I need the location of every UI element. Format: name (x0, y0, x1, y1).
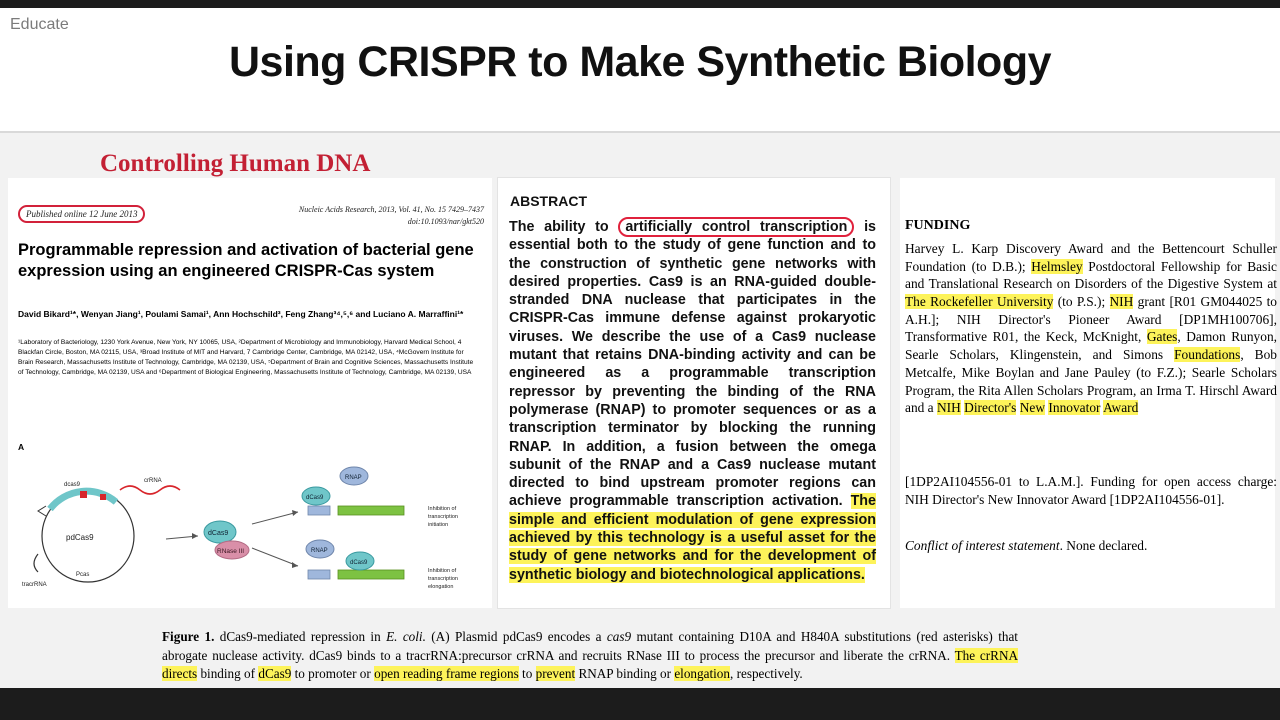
journal-reference-line1: Nucleic Acids Research, 2013, Vol. 41, No. 15 7429–7437 (298, 205, 484, 214)
funding-segment-highlight-1: Helmsley (1031, 258, 1083, 274)
arrow-head-bottom (292, 562, 298, 568)
note-elongation-line2: transcription (428, 576, 458, 582)
figure-panel-label-a: A (18, 442, 25, 452)
dcas9-protein-label: dCas9 (208, 530, 229, 537)
journal-reference-line2: doi:10.1093/nar/gkt520 (407, 216, 484, 226)
published-online-badge: Published online 12 June 2013 (18, 205, 145, 223)
promoter-box-bottom (308, 570, 330, 579)
funding-segment-text-4: (to P.S.); (1053, 294, 1110, 310)
mutation-marker-2 (100, 494, 106, 500)
funding-segment-highlight-3: The Rockefeller University (905, 294, 1054, 310)
note-initiation-line3: initiation (428, 522, 449, 528)
arrow-head-top (292, 510, 298, 516)
paper-authors: David Bikard¹*, Wenyan Jiang¹, Poulami Samai¹, Ann Hochschild³, Feng Zhang³⁴,⁵,⁶ and Luciano A. Marraffini¹* (18, 309, 464, 319)
promoter-box-top (308, 506, 330, 515)
caption-segment-highlight-8: dCas9 (258, 666, 292, 682)
funding-segment-highlight-9: Foundations (1174, 347, 1241, 363)
note-elongation-line1: Inhibition of (428, 568, 457, 574)
caption-segment-highlight-14: elongation (674, 666, 730, 682)
abstract-segment-highlight-3: The simple and efficient modulation of gene expression achieved by this technology is a useful asset for the study of gene networks and for the development of synthetic biology and biotechnological applications. (509, 493, 876, 583)
top-bar (0, 0, 1280, 8)
funding-segment-text-10: , Bob Metcalfe, Mike Boylan and Jane Pauley (to F.Z.); Searle Scholars Program, the Rita Allen Scholars Program, an Irma T. Hirschl Award and a (905, 347, 1277, 416)
abstract-heading: ABSTRACT (510, 193, 587, 209)
abstract-segment-text-0: The ability to (509, 219, 619, 235)
caption-segment-highlight-12: prevent (535, 666, 576, 682)
funding-text (905, 240, 1277, 417)
tracrrna-strand (34, 554, 38, 572)
caption-segment-italic-2: E. coli. (386, 629, 426, 644)
conflict-statement-label: Conflict of interest statement (905, 538, 1060, 553)
caption-segment-text-7: binding of (197, 666, 259, 682)
figure-1-svg (16, 454, 486, 604)
funding-segment-highlight-11: NIH (936, 400, 961, 416)
page-title: Using CRISPR to Make Synthetic Biology (229, 38, 1051, 86)
crrna-strand (120, 486, 180, 494)
caption-segment-text-5: mutant containing D10A and H840A substitutions (red asterisks) that abrogate nuclease activity. dCas9 binds to a tracrRNA:precursor crRNA and recruits RNase III to process the precursor and liberate the crRNA. (162, 629, 1018, 663)
caption-segment-highlight-6: The crRNA directs (162, 647, 1019, 682)
caption-segment-italic-4: cas9 (606, 629, 632, 644)
paper-first-page (8, 178, 492, 608)
funding-segment-highlight-17: Innovator (1048, 400, 1101, 416)
abstract-text (509, 218, 876, 584)
rnap-top-label: RNAP (345, 475, 362, 481)
caption-segment-text-3: (A) Plasmid pdCas9 encodes a (425, 629, 607, 644)
abstract-segment-text-2: is essential both to the study of gene function and to the construction of synthetic gene networks with desired properties. Cas9 is an RNA-guided double-stranded DNA nuclease that participates in the CRISPR-Cas immune defense against prokaryotic viruses. We describe the use of a Cas9 nuclease mutant that retains DNA-binding activity and can be engineered as a programmable transcription repressor by preventing the binding of the RNA polymerase (RNAP) to promoter sequences or as a transcription terminator by blocking the running RNAP. In addition, a fusion between the omega subunit of the RNAP and a Cas9 nuclease mutant directed to bind upstream promoter regions can achieve programmable transcription activation. (509, 219, 876, 510)
arrow-top-branch (252, 512, 298, 524)
figure-1-diagram (16, 454, 486, 604)
section-title: Controlling Human DNA (100, 150, 371, 177)
plasmid-label: pdCas9 (66, 533, 94, 542)
funding-text-paragraph2: [1DP2AI104556-01 to L.A.M.]. Funding for open access charge: NIH Director's New Innovator Award [1DP2AI104556-01]. (905, 474, 1277, 507)
conflict-statement (905, 538, 1277, 554)
educate-label: Educate (10, 16, 69, 33)
note-initiation-line2: transcription (428, 514, 458, 520)
dcas9-bound-bottom-label: dCas9 (350, 560, 368, 566)
tracrrna-label: tracrRNA (22, 582, 47, 588)
conflict-statement-value: . None declared. (1059, 538, 1148, 553)
funding-segment-text-0: Harvey L. Karp Discovery Award and the Bettencourt Schuller Foundation (to D.B.); (905, 241, 1277, 274)
paper-title: Programmable repression and activation of bacterial gene expression using an engineered CRISPR-Cas system (18, 241, 474, 281)
rnase-iii-label: RNase III (217, 548, 245, 555)
caption-segment-text-15: , respectively. (729, 666, 803, 682)
caption-segment-highlight-10: open reading frame regions (374, 666, 519, 682)
crrna-label: crRNA (144, 478, 162, 484)
promoter-label: Pcas (76, 572, 90, 578)
funding-heading: FUNDING (905, 218, 971, 233)
caption-segment-text-9: to promoter or (291, 666, 375, 682)
rnap-bottom-label: RNAP (311, 548, 328, 554)
arrow-head-complex (192, 533, 198, 539)
abstract-card (498, 178, 890, 608)
orf-box-bottom (338, 570, 404, 579)
funding-segment-text-8: , Damon Runyon, Searle Scholars, Klingenstein, and Simons (905, 329, 1277, 363)
note-initiation-line1: Inhibition of (428, 506, 457, 512)
caption-segment-text-11: to (518, 666, 536, 682)
bottom-bar (0, 688, 1280, 720)
funding-segment-text-2: Postdoctoral Fellowship for Basic and Translational Research on Disorders of the Digestive System at (905, 258, 1277, 292)
funding-segment-highlight-5: NIH (1109, 294, 1134, 310)
funding-segment-highlight-7: Gates (1146, 329, 1178, 345)
dcas9-gene-label: dcas9 (64, 482, 81, 488)
funding-segment-highlight-15: New (1019, 400, 1046, 416)
orf-box-top (338, 506, 404, 515)
funding-segment-text-6: grant [R01 GM044025 to A.H.]; NIH Director's Pioneer Award [DP1MH100706], Transformative R01, the Keck, McKnight, (905, 294, 1277, 345)
note-elongation-line3: elongation (428, 584, 454, 590)
paper-affiliations: ¹Laboratory of Bacteriology, 1230 York Avenue, New York, NY 10065, USA, ²Department of Microbiology and Immunobiology, Harvard Medical School, 4 Blackfan Circle, Boston, MA 02115, USA, ³Broad Institute of MIT and Harvard, 7 Cambridge Center, Cambridge, MA 02142, USA, ⁴McGovern Institute for Brain Research, Massachusetts Institute of Technology, Cambridge, MA 02139, USA, ⁵Department of Brain and Cognitive Sciences, Massachusetts Institute of Technology, Cambridge, MA 02139, USA and ⁶Department of Biological Engineering, Massachusetts Institute of Technology, Cambridge, MA 02139, USA (18, 339, 474, 376)
abstract-segment-redbox-1: artificially control transcription (618, 217, 854, 237)
mutation-marker-1 (80, 491, 87, 498)
promoter-arrow (38, 506, 46, 516)
journal-reference (244, 204, 484, 227)
funding-segment-highlight-13: Director's (964, 400, 1017, 416)
figure-caption (162, 628, 1018, 684)
dcas9-bound-top-label: dCas9 (306, 495, 324, 501)
funding-column (900, 178, 1275, 608)
arrow-bottom-branch (252, 548, 298, 566)
caption-segment-text-1: dCas9-mediated repression in (214, 629, 387, 644)
funding-segment-highlight-19: Award (1103, 400, 1139, 416)
caption-segment-bold-0: Figure 1. (162, 629, 215, 644)
caption-segment-text-13: RNAP binding or (575, 666, 675, 682)
